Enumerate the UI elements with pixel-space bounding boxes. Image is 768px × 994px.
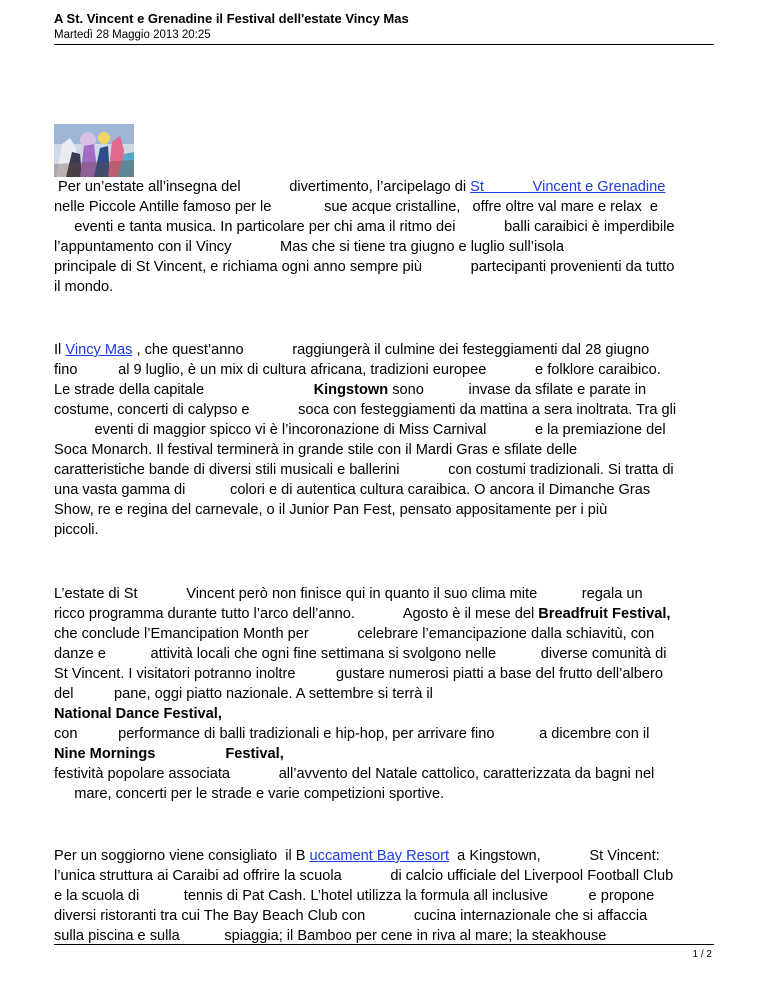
vincy-mas-link[interactable]: Vincy Mas (65, 342, 133, 358)
paragraph-1-line-4: l’appuntamento con il Vincy Mas che si tiene tra giugno e luglio sull’isola (54, 239, 564, 255)
paragraph-2-line-6: Soca Monarch. Il festival terminerà in grande stile con il Mardi Gras e sfilate delle (54, 442, 578, 458)
footer-divider (54, 944, 714, 945)
paragraph-2-line-8: una vasta gamma di colori e di autentica cultura caraibica. O ancora il Dimanche Gras (54, 482, 651, 498)
carnival-photo-icon (54, 124, 134, 177)
paragraph-4-line-3: e la scuola di tennis di Pat Cash. L’hotel utilizza la formula all inclusive e propone (54, 888, 655, 904)
page-number: 1 / 2 (692, 949, 712, 960)
paragraph-3-line-11: mare, concerti per le strade e varie competizioni sportive. (54, 786, 445, 802)
paragraph-1-line-2: nelle Piccole Antille famoso per le sue acque cristalline, offre oltre val mare e relax e (54, 199, 659, 215)
paragraph-2-line-2: fino al 9 luglio, è un mix di cultura africana, tradizioni europee e folklore caraibico. (54, 362, 661, 378)
publish-date: Martedì 28 Maggio 2013 20:25 (54, 29, 211, 41)
paragraph-2-line-7: caratteristiche bande di diversi stili musicali e ballerini con costumi tradizionali. Si tratta di (54, 462, 674, 478)
paragraph-2-line-3: Le strade della capitale Kingstown sono invase da sfilate e parate in (54, 382, 647, 398)
paragraph-3-line-6: del pane, oggi piatto nazionale. A settembre si terrà il (54, 686, 433, 702)
paragraph-1-line-1: Per un’estate all’insegna del divertimento, l’arcipelago di St Vincent e Grenadine (54, 179, 666, 195)
header-divider (54, 44, 714, 45)
paragraph-1-line-3: eventi e tanta musica. In particolare per chi ama il ritmo dei balli caraibici è imperdibile (54, 219, 675, 235)
paragraph-2-line-4: costume, concerti di calypso e soca con festeggiamenti da mattina a sera inoltrata. Tra gli (54, 402, 677, 418)
st-vincent-link[interactable]: St Vincent e Grenadine (470, 179, 666, 195)
paragraph-3-line-10: festività popolare associata all’avvento del Natale cattolico, caratterizzata da bagni nel (54, 766, 655, 782)
paragraph-3-line-4: danze e attività locali che ogni fine settimana si svolgono nelle diverse comunità di (54, 646, 667, 662)
paragraph-3-line-3: che conclude l’Emancipation Month per celebrare l’emancipazione dalla schiavitù, con (54, 626, 655, 642)
buccament-bay-resort-link[interactable]: uccament Bay Resort (309, 848, 450, 864)
paragraph-2-line-1: Il Vincy Mas , che quest’anno raggiungerà il culmine dei festeggiamenti dal 28 giugno (54, 342, 650, 358)
carnival-photo (54, 124, 134, 177)
paragraph-3-line-5: St Vincent. I visitatori potranno inoltre gustare numerosi piatti a base del frutto dell’albero (54, 666, 663, 682)
paragraph-2-line-10: piccoli. (54, 522, 99, 538)
paragraph-4-line-2: l’unica struttura ai Caraibi ad offrire la scuola di calcio ufficiale del Liverpool Football Club (54, 868, 674, 884)
paragraph-3-line-1: L’estate di St Vincent però non finisce qui in quanto il suo clima mite regala un (54, 586, 643, 602)
document-title: A St. Vincent e Grenadine il Festival dell'estate Vincy Mas (54, 11, 409, 26)
paragraph-4-line-4: diversi ristoranti tra cui The Bay Beach Club con cucina internazionale che si affaccia (54, 908, 648, 924)
paragraph-1-line-6: il mondo. (54, 279, 114, 295)
paragraph-4-line-1: Per un soggiorno viene consigliato il B uccament Bay Resort a Kingstown, St Vincent: (54, 848, 660, 864)
paragraph-3-line-8: con performance di balli tradizionali e hip-hop, per arrivare fino a dicembre con il (54, 726, 650, 742)
paragraph-3-line-9: Nine Mornings Festival, (54, 746, 284, 762)
paragraph-3-line-7: National Dance Festival, (54, 706, 222, 722)
paragraph-4-line-5: sulla piscina e sulla spiaggia; il Bamboo per cene in riva al mare; la steakhouse (54, 928, 607, 944)
paragraph-1-line-5: principale di St Vincent, e richiama ogni anno sempre più partecipanti provenienti da tutto (54, 259, 675, 275)
paragraph-2-line-9: Show, re e regina del carnevale, o il Junior Pan Fest, pensato appositamente per i più (54, 502, 608, 518)
paragraph-2-line-5: eventi di maggior spicco vi è l’incoronazione di Miss Carnival e la premiazione del (54, 422, 666, 438)
paragraph-3-line-2: ricco programma durante tutto l’arco dell’anno. Agosto è il mese del Breadfruit Festival, (54, 606, 671, 622)
